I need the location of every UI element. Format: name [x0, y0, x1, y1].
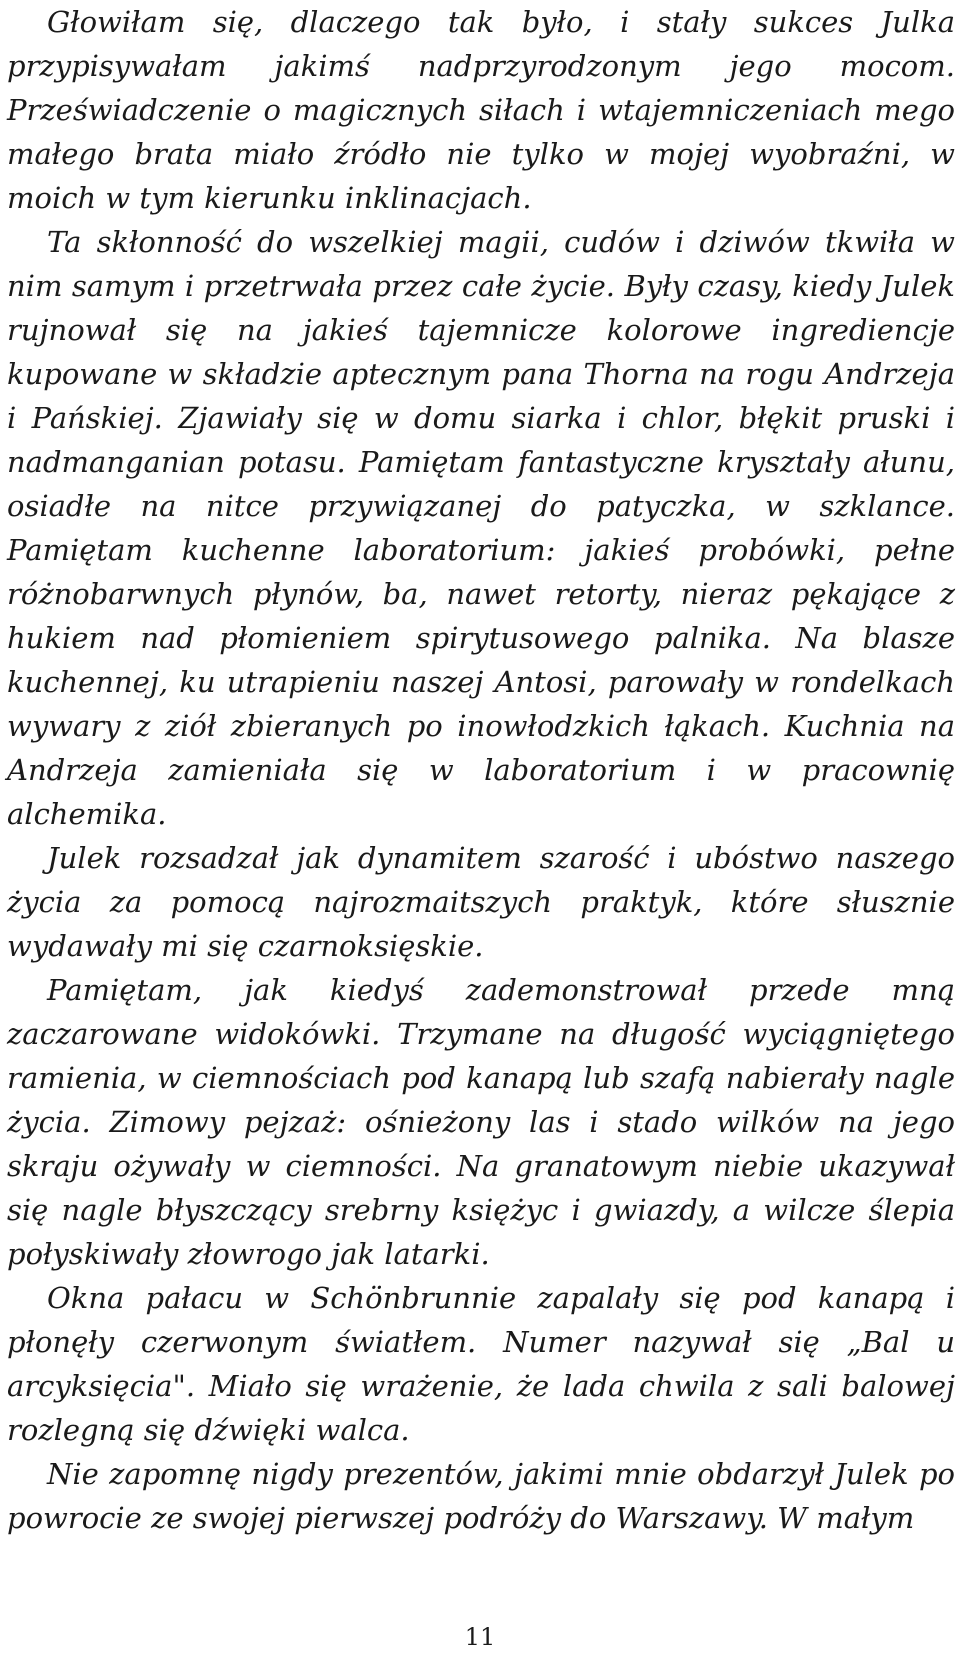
page-number: 11: [464, 1623, 496, 1651]
paragraph-4: Pamiętam, jak kiedyś zademonstrował przede mną zaczarowane widokówki. Trzymane na długość wyciągniętego ramienia, w ciemnościach pod kanapą lub szafą nabierały nagle życia. Zimowy pejzaż: ośnieżony las i stado wilków na jego skraju ożywały w ciemności. Na granatowym niebie ukazywał się nagle błyszczący srebrny księżyc i gwiazdy, a wilcze ślepia połyskiwały złowrogo jak latarki.: [7, 973, 955, 1271]
paragraph-3: Julek rozsadzał jak dynamitem szarość i ubóstwo naszego życia za pomocą najrozmaitszych praktyk, które słusznie wydawały mi się czarnoksięskie.: [7, 841, 955, 963]
paragraph-1: Głowiłam się, dlaczego tak było, i stały sukces Julka przypisywałam jakimś nadprzyrodzonym jego mocom. Przeświadczenie o magicznych siłach i wtajemniczeniach mego małego brata miało źródło nie tylko w mojej wyobraźni, w moich w tym kierunku inklinacjach.: [7, 5, 955, 215]
paragraph-2: Ta skłonność do wszelkiej magii, cudów i dziwów tkwiła w nim samym i przetrwała przez całe życie. Były czasy, kiedy Julek rujnował się na jakieś tajemnicze kolorowe ingrediencje kupowane w składzie aptecznym pana Thorna na rogu Andrzeja i Pańskiej. Zjawiały się w domu siarka i chlor, błękit pruski i nadmanganian potasu. Pamiętam fantastyczne kryształy ałunu, osiadłe na nitce przywiązanej do patyczka, w szklance. Pamiętam kuchenne laboratorium: jakieś probówki, pełne różnobarwnych płynów, ba, nawet retorty, nieraz pękające z hukiem nad płomieniem spirytusowego palnika. Na blasze kuchennej, ku utrapieniu naszej Antosi, parowały w rondelkach wywary z ziół zbieranych po inowłodzkich łąkach. Kuchnia na Andrzeja zamieniała się w laboratorium i w pracownię alchemika.: [7, 225, 955, 831]
paragraph-6: Nie zapomnę nigdy prezentów, jakimi mnie obdarzył Julek po powrocie ze swojej pierwszej podróży do Warszawy. W małym: [7, 1457, 955, 1535]
paragraph-5: Okna pałacu w Schönbrunnie zapalały się pod kanapą i płonęły czerwonym światłem. Numer nazywał się „Bal u arcyksięcia". Miało się wrażenie, że lada chwila z sali balowej rozlegną się dźwięki walca.: [7, 1281, 955, 1447]
page-body: [7, 0, 955, 1540]
